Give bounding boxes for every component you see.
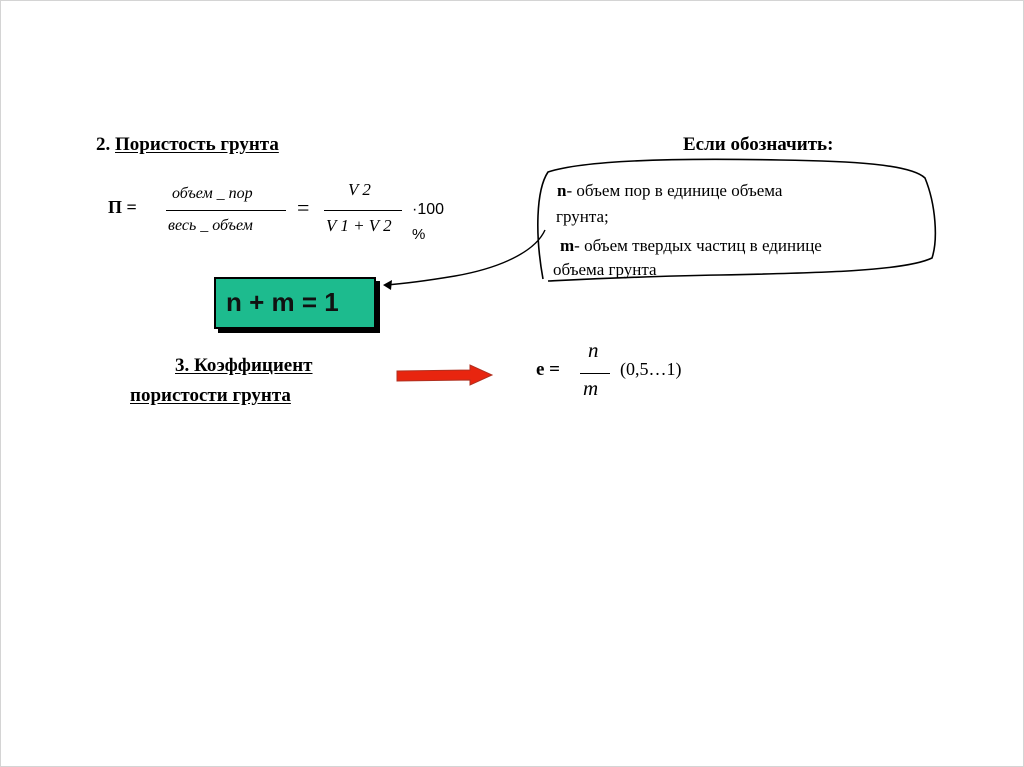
- fraction-1-denominator: весь _ объем: [168, 217, 253, 234]
- fraction-2-denominator: V 1 + V 2: [326, 216, 392, 235]
- ratio-numerator: n: [588, 338, 599, 362]
- callout-m-symbol: m: [560, 236, 575, 255]
- ratio-denominator: m: [583, 376, 599, 400]
- multiplier-100: ·100: [412, 201, 445, 218]
- callout-n-symbol: n: [557, 181, 567, 200]
- callout-line-ground: грунта;: [556, 207, 609, 226]
- section-3-heading-line1: 3. Коэффициент: [175, 355, 313, 376]
- fraction-2-numerator: V 2: [348, 180, 371, 199]
- section-2-number: 2.: [96, 134, 115, 155]
- callout-n-definition: - объем пор в единице объема: [566, 181, 783, 200]
- callout-line-n: [557, 180, 782, 202]
- callout-line-m: [560, 235, 822, 257]
- ratio-range: (0,5…1): [620, 359, 682, 379]
- callout-pointer-line: [385, 230, 545, 285]
- ratio-lhs: e =: [536, 359, 561, 380]
- porosity-lhs: П =: [108, 197, 137, 217]
- callout-heading: Если обозначить:: [683, 134, 834, 155]
- n-plus-m-equation: n + m = 1: [226, 287, 339, 317]
- fraction-1-numerator: объем _ пор: [172, 185, 253, 202]
- callout-pointer-arrowhead: [383, 280, 392, 290]
- callout-line-soil-volume: объема грунта: [553, 260, 657, 279]
- red-arrow-icon: [397, 365, 492, 385]
- percent-unit: %: [412, 226, 426, 243]
- callout-m-definition: - объем твердых частиц в единице: [574, 236, 822, 255]
- section-3-heading-line2: пористости грунта: [130, 385, 291, 406]
- section-2-title: Пористость грунта: [115, 134, 279, 155]
- ratio-fraction-bar: [580, 373, 610, 374]
- porosity-equals: =: [297, 195, 310, 220]
- n-plus-m-box: [214, 277, 376, 329]
